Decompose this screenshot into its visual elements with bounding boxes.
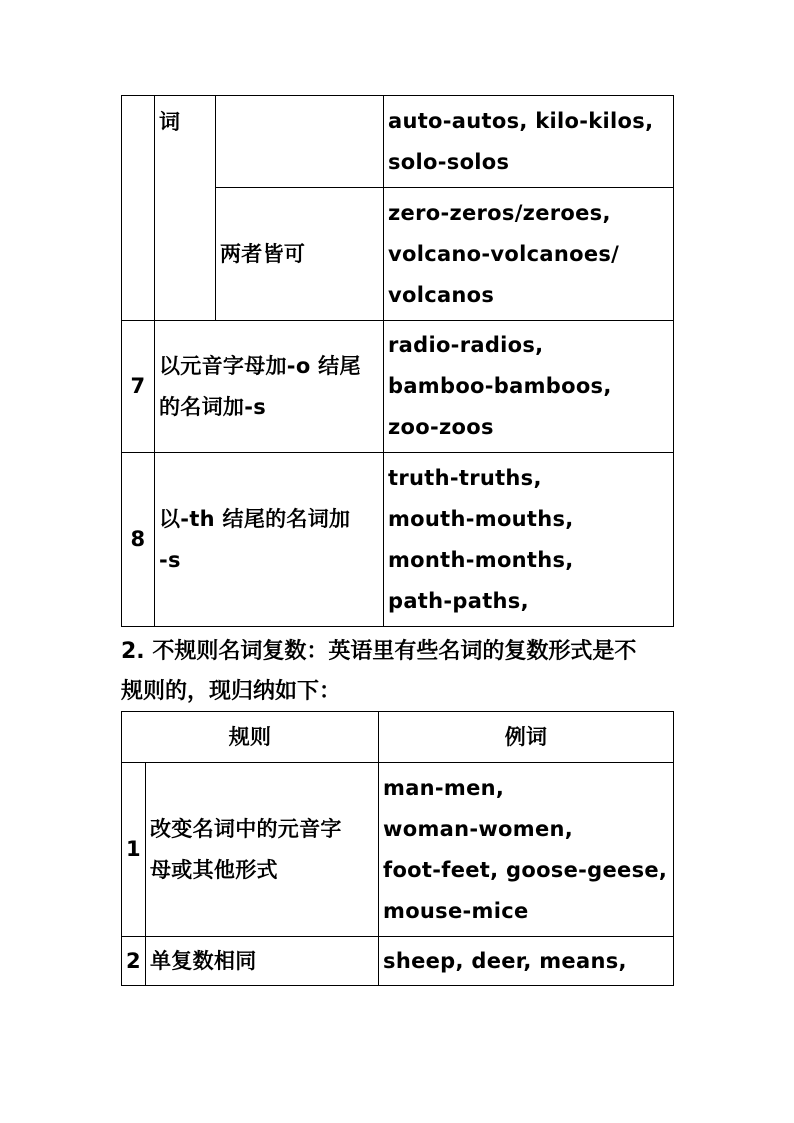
row-number-cell: 2 [122, 937, 146, 986]
rule-cell: 单复数相同 [146, 937, 379, 986]
table-row [122, 321, 674, 453]
row-number-cell: 7 [122, 321, 155, 453]
table-header-row [122, 712, 674, 763]
header-rule: 规则 [122, 712, 379, 763]
sub-rule-cell: 两者皆可 [216, 188, 384, 321]
plural-rules-table-continued [121, 95, 674, 627]
rule-text: 词 [159, 110, 181, 134]
rule-cell: 以元音字母加-o 结尾 的名词加-s [155, 321, 384, 453]
row-number-cell: 8 [122, 453, 155, 627]
rule-cell: 以-th 结尾的名词加 -s [155, 453, 384, 627]
sub-rule-cell [216, 96, 384, 188]
example-cell: sheep, deer, means, [379, 937, 674, 986]
rule-cell [155, 96, 216, 321]
row-number-cell: 1 [122, 763, 146, 937]
irregular-plural-table [121, 711, 674, 986]
table-row [122, 453, 674, 627]
table-row [122, 96, 674, 188]
rule-cell: 改变名词中的元音字 母或其他形式 [146, 763, 379, 937]
table-row [122, 763, 674, 937]
row-number-cell [122, 96, 155, 321]
example-cell: radio-radios, bamboo-bamboos, zoo-zoos [384, 321, 674, 453]
header-example: 例词 [379, 712, 674, 763]
example-cell: man-men, woman-women, foot-feet, goose-geese, mouse-mice [379, 763, 674, 937]
example-cell: zero-zeros/zeroes, volcano-volcanoes/ volcanos [384, 188, 674, 321]
table-row [122, 937, 674, 986]
example-cell: auto-autos, kilo-kilos, solo-solos [384, 96, 674, 188]
example-cell: truth-truths, mouth-mouths, month-months, path-paths, [384, 453, 674, 627]
section-heading: 2. 不规则名词复数：英语里有些名词的复数形式是不 规则的，现归纳如下： [121, 639, 637, 704]
